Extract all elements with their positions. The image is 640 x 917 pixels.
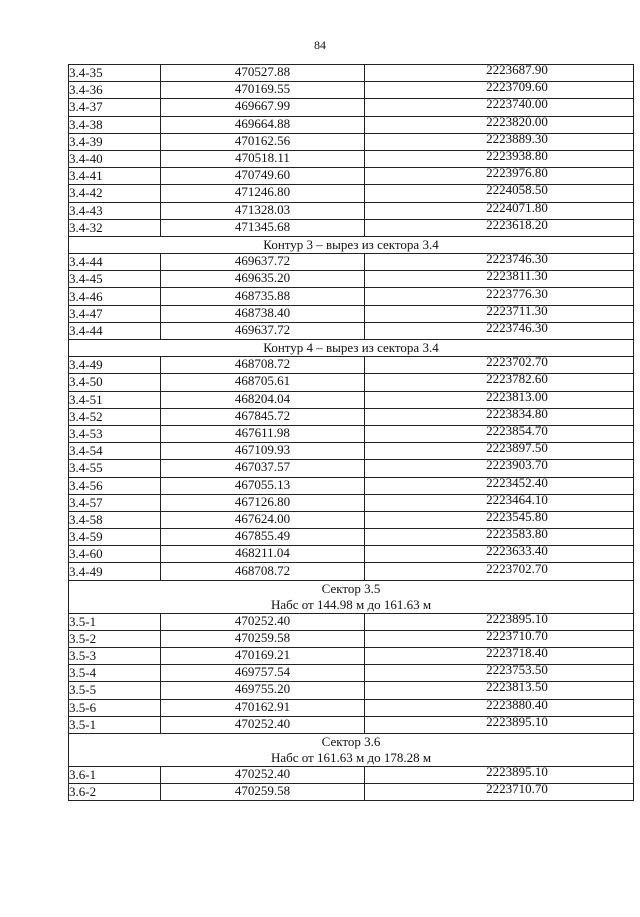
section-title: Контур 4 – вырез из сектора 3.4 bbox=[69, 340, 634, 357]
y-coordinate-value: 2223718.40 bbox=[486, 647, 548, 661]
y-coordinate-cell bbox=[365, 443, 634, 460]
y-coordinate-value: 2223903.70 bbox=[486, 459, 548, 473]
table-row bbox=[69, 716, 634, 733]
coordinates-table bbox=[68, 64, 634, 801]
x-coordinate-cell bbox=[161, 563, 365, 580]
y-coordinate-value: 2223464.10 bbox=[486, 494, 548, 507]
y-coordinate-cell bbox=[365, 168, 634, 185]
y-coordinate-cell bbox=[365, 460, 634, 477]
x-coordinate-value: 469635.20 bbox=[234, 270, 291, 286]
x-coordinate-cell bbox=[161, 271, 365, 288]
table-row bbox=[69, 494, 634, 511]
x-coordinate-value: 468708.72 bbox=[234, 356, 291, 372]
x-coordinate-cell bbox=[161, 546, 365, 563]
y-coordinate-value: 2223709.60 bbox=[486, 81, 548, 95]
point-id-cell: 3.4-46 bbox=[69, 288, 161, 305]
point-id-cell: 3.5-2 bbox=[69, 630, 161, 647]
point-id-cell: 3.4-43 bbox=[69, 202, 161, 219]
table-row bbox=[69, 322, 634, 339]
y-coordinate-value: 2223583.80 bbox=[486, 528, 548, 542]
x-coordinate-value: 467855.49 bbox=[234, 528, 291, 544]
x-coordinate-value: 469637.72 bbox=[234, 253, 291, 269]
y-coordinate-value: 2223746.30 bbox=[486, 253, 548, 267]
point-id-cell: 3.5-1 bbox=[69, 613, 161, 630]
x-coordinate-value: 468708.72 bbox=[234, 562, 291, 578]
point-id-cell: 3.4-40 bbox=[69, 150, 161, 167]
y-coordinate-value: 2223895.10 bbox=[486, 716, 548, 729]
y-coordinate-value: 2223811.30 bbox=[486, 270, 548, 284]
y-coordinate-value: 2223702.70 bbox=[486, 562, 548, 576]
x-coordinate-cell bbox=[161, 784, 365, 801]
x-coordinate-cell bbox=[161, 511, 365, 528]
point-id-cell: 3.4-53 bbox=[69, 425, 161, 442]
x-coordinate-cell bbox=[161, 613, 365, 630]
y-coordinate-value: 2223895.10 bbox=[486, 613, 548, 626]
coordinates-table-body bbox=[69, 65, 634, 801]
x-coordinate-cell bbox=[161, 322, 365, 339]
x-coordinate-cell bbox=[161, 665, 365, 682]
y-coordinate-value: 2223618.20 bbox=[486, 219, 548, 232]
point-id-cell: 3.4-55 bbox=[69, 460, 161, 477]
point-id-cell: 3.6-1 bbox=[69, 766, 161, 783]
y-coordinate-cell bbox=[365, 99, 634, 116]
x-coordinate-value: 470162.56 bbox=[234, 133, 291, 148]
y-coordinate-value: 2223710.70 bbox=[486, 630, 548, 643]
y-coordinate-cell bbox=[365, 391, 634, 408]
point-id-cell: 3.5-4 bbox=[69, 665, 161, 682]
point-id-cell: 3.4-56 bbox=[69, 477, 161, 494]
table-row bbox=[69, 185, 634, 202]
point-id-cell: 3.4-52 bbox=[69, 408, 161, 425]
y-coordinate-value: 2223702.70 bbox=[486, 356, 548, 370]
point-id-cell: 3.4-35 bbox=[69, 65, 161, 82]
y-coordinate-cell bbox=[365, 65, 634, 82]
point-id-cell: 3.4-38 bbox=[69, 116, 161, 133]
y-coordinate-cell bbox=[365, 322, 634, 339]
table-row bbox=[69, 391, 634, 408]
table-row bbox=[69, 425, 634, 442]
section-subtitle: Набс от 161.63 м до 178.28 м bbox=[69, 750, 634, 767]
point-id-cell: 3.5-5 bbox=[69, 682, 161, 699]
y-coordinate-value: 2223976.80 bbox=[486, 167, 548, 181]
point-id-cell: 3.6-2 bbox=[69, 784, 161, 801]
y-coordinate-cell bbox=[365, 665, 634, 682]
y-coordinate-value: 2223820.00 bbox=[486, 116, 548, 129]
table-row bbox=[69, 168, 634, 185]
point-id-cell: 3.4-50 bbox=[69, 374, 161, 391]
y-coordinate-value: 2223782.60 bbox=[486, 373, 548, 387]
section-heading-row bbox=[69, 236, 634, 253]
x-coordinate-value: 468738.40 bbox=[234, 305, 291, 320]
point-id-cell: 3.4-39 bbox=[69, 133, 161, 150]
point-id-cell: 3.5-3 bbox=[69, 648, 161, 665]
table-row bbox=[69, 219, 634, 236]
x-coordinate-value: 467055.13 bbox=[234, 477, 291, 492]
y-coordinate-value: 2223813.50 bbox=[486, 681, 548, 695]
x-coordinate-value: 469667.99 bbox=[234, 98, 291, 114]
table-row bbox=[69, 133, 634, 150]
x-coordinate-value: 470169.55 bbox=[234, 81, 291, 97]
table-row bbox=[69, 477, 634, 494]
y-coordinate-value: 2223834.80 bbox=[486, 408, 548, 421]
section-title: Контур 3 – вырез из сектора 3.4 bbox=[69, 236, 634, 253]
x-coordinate-value: 470252.40 bbox=[234, 716, 291, 731]
table-row bbox=[69, 563, 634, 580]
point-id-cell: 3.4-37 bbox=[69, 99, 161, 116]
x-coordinate-cell bbox=[161, 529, 365, 546]
x-coordinate-cell bbox=[161, 425, 365, 442]
x-coordinate-value: 468735.88 bbox=[234, 287, 291, 303]
x-coordinate-cell bbox=[161, 460, 365, 477]
point-id-cell: 3.4-54 bbox=[69, 443, 161, 460]
x-coordinate-value: 470252.40 bbox=[234, 613, 291, 628]
y-coordinate-cell bbox=[365, 271, 634, 288]
x-coordinate-cell bbox=[161, 168, 365, 185]
y-coordinate-cell bbox=[365, 425, 634, 442]
y-coordinate-cell bbox=[365, 116, 634, 133]
x-coordinate-cell bbox=[161, 357, 365, 374]
point-id-cell: 3.5-6 bbox=[69, 699, 161, 716]
table-row bbox=[69, 648, 634, 665]
x-coordinate-value: 471345.68 bbox=[234, 219, 291, 234]
table-row bbox=[69, 82, 634, 99]
table-row bbox=[69, 460, 634, 477]
x-coordinate-value: 470518.11 bbox=[235, 150, 290, 166]
y-coordinate-value: 2223854.70 bbox=[486, 425, 548, 439]
y-coordinate-value: 2223889.30 bbox=[486, 133, 548, 146]
y-coordinate-cell bbox=[365, 82, 634, 99]
x-coordinate-cell bbox=[161, 630, 365, 647]
point-id-cell: 3.4-44 bbox=[69, 254, 161, 271]
y-coordinate-value: 2224071.80 bbox=[486, 202, 548, 215]
section-heading-row bbox=[69, 340, 634, 357]
y-coordinate-cell bbox=[365, 305, 634, 322]
table-row bbox=[69, 682, 634, 699]
y-coordinate-cell bbox=[365, 254, 634, 271]
y-coordinate-cell bbox=[365, 766, 634, 783]
y-coordinate-cell bbox=[365, 529, 634, 546]
x-coordinate-value: 470749.60 bbox=[234, 167, 291, 183]
table-row bbox=[69, 271, 634, 288]
y-coordinate-cell bbox=[365, 133, 634, 150]
table-row bbox=[69, 408, 634, 425]
y-coordinate-cell bbox=[365, 150, 634, 167]
table-row bbox=[69, 665, 634, 682]
y-coordinate-value: 2223545.80 bbox=[486, 511, 548, 524]
x-coordinate-value: 470259.58 bbox=[234, 783, 291, 799]
x-coordinate-value: 467109.93 bbox=[234, 442, 291, 458]
table-row bbox=[69, 65, 634, 82]
x-coordinate-value: 470527.88 bbox=[234, 64, 291, 80]
y-coordinate-cell bbox=[365, 477, 634, 494]
y-coordinate-cell bbox=[365, 563, 634, 580]
y-coordinate-cell bbox=[365, 682, 634, 699]
x-coordinate-cell bbox=[161, 699, 365, 716]
table-row bbox=[69, 116, 634, 133]
y-coordinate-value: 2223753.50 bbox=[486, 664, 548, 678]
x-coordinate-value: 467624.00 bbox=[234, 511, 291, 526]
x-coordinate-cell bbox=[161, 408, 365, 425]
y-coordinate-cell bbox=[365, 219, 634, 236]
y-coordinate-value: 2223746.30 bbox=[486, 322, 548, 335]
y-coordinate-value: 2223633.40 bbox=[486, 545, 548, 559]
y-coordinate-value: 2223938.80 bbox=[486, 150, 548, 164]
y-coordinate-cell bbox=[365, 357, 634, 374]
x-coordinate-cell bbox=[161, 254, 365, 271]
x-coordinate-cell bbox=[161, 716, 365, 733]
y-coordinate-cell bbox=[365, 699, 634, 716]
x-coordinate-cell bbox=[161, 82, 365, 99]
point-id-cell: 3.4-57 bbox=[69, 494, 161, 511]
section-heading-row bbox=[69, 733, 634, 750]
x-coordinate-value: 467037.57 bbox=[234, 459, 291, 475]
x-coordinate-value: 470252.40 bbox=[234, 766, 291, 782]
point-id-cell: 3.4-42 bbox=[69, 185, 161, 202]
x-coordinate-value: 469637.72 bbox=[234, 322, 291, 337]
x-coordinate-value: 470259.58 bbox=[234, 630, 291, 645]
table-row bbox=[69, 99, 634, 116]
table-row bbox=[69, 613, 634, 630]
x-coordinate-cell bbox=[161, 133, 365, 150]
y-coordinate-value: 2223897.50 bbox=[486, 442, 548, 456]
y-coordinate-cell bbox=[365, 408, 634, 425]
y-coordinate-value: 2223740.00 bbox=[486, 98, 548, 112]
x-coordinate-cell bbox=[161, 65, 365, 82]
section-subtitle: Набс от 144.98 м до 161.63 м bbox=[69, 597, 634, 614]
y-coordinate-cell bbox=[365, 185, 634, 202]
y-coordinate-value: 2223687.90 bbox=[486, 64, 548, 78]
x-coordinate-cell bbox=[161, 202, 365, 219]
section-subtitle-row bbox=[69, 750, 634, 767]
point-id-cell: 3.4-44 bbox=[69, 322, 161, 339]
point-id-cell: 3.4-51 bbox=[69, 391, 161, 408]
x-coordinate-cell bbox=[161, 150, 365, 167]
x-coordinate-cell bbox=[161, 766, 365, 783]
x-coordinate-cell bbox=[161, 305, 365, 322]
y-coordinate-cell bbox=[365, 648, 634, 665]
x-coordinate-value: 467845.72 bbox=[234, 408, 291, 423]
table-row bbox=[69, 511, 634, 528]
y-coordinate-value: 2224058.50 bbox=[486, 184, 548, 198]
table-row bbox=[69, 699, 634, 716]
y-coordinate-cell bbox=[365, 511, 634, 528]
x-coordinate-cell bbox=[161, 116, 365, 133]
table-row bbox=[69, 443, 634, 460]
page-number: 84 bbox=[314, 38, 326, 52]
table-row bbox=[69, 784, 634, 801]
table-row bbox=[69, 766, 634, 783]
point-id-cell: 3.4-36 bbox=[69, 82, 161, 99]
point-id-cell: 3.4-49 bbox=[69, 563, 161, 580]
x-coordinate-cell bbox=[161, 219, 365, 236]
x-coordinate-cell bbox=[161, 494, 365, 511]
y-coordinate-value: 2223880.40 bbox=[486, 699, 548, 712]
x-coordinate-value: 470162.91 bbox=[234, 699, 291, 714]
table-row bbox=[69, 357, 634, 374]
y-coordinate-cell bbox=[365, 494, 634, 511]
x-coordinate-value: 471328.03 bbox=[234, 202, 291, 217]
section-subtitle-row bbox=[69, 597, 634, 614]
y-coordinate-cell bbox=[365, 630, 634, 647]
point-id-cell: 3.4-47 bbox=[69, 305, 161, 322]
y-coordinate-cell bbox=[365, 288, 634, 305]
y-coordinate-value: 2223895.10 bbox=[486, 766, 548, 780]
point-id-cell: 3.4-41 bbox=[69, 168, 161, 185]
x-coordinate-cell bbox=[161, 185, 365, 202]
x-coordinate-value: 467126.80 bbox=[234, 494, 291, 509]
point-id-cell: 3.4-45 bbox=[69, 271, 161, 288]
table-row bbox=[69, 288, 634, 305]
section-heading-row bbox=[69, 580, 634, 597]
x-coordinate-cell bbox=[161, 648, 365, 665]
point-id-cell: 3.4-49 bbox=[69, 357, 161, 374]
point-id-cell: 3.4-32 bbox=[69, 219, 161, 236]
x-coordinate-cell bbox=[161, 374, 365, 391]
table-row bbox=[69, 546, 634, 563]
x-coordinate-value: 469755.20 bbox=[234, 681, 291, 697]
x-coordinate-cell bbox=[161, 682, 365, 699]
table-row bbox=[69, 150, 634, 167]
y-coordinate-cell bbox=[365, 202, 634, 219]
x-coordinate-cell bbox=[161, 99, 365, 116]
y-coordinate-value: 2223452.40 bbox=[486, 477, 548, 490]
point-id-cell: 3.5-1 bbox=[69, 716, 161, 733]
table-row bbox=[69, 202, 634, 219]
x-coordinate-value: 470169.21 bbox=[234, 647, 291, 663]
y-coordinate-cell bbox=[365, 546, 634, 563]
x-coordinate-value: 471246.80 bbox=[234, 184, 291, 200]
section-title: Сектор 3.6 bbox=[69, 733, 634, 750]
table-row bbox=[69, 305, 634, 322]
x-coordinate-cell bbox=[161, 288, 365, 305]
table-row bbox=[69, 529, 634, 546]
y-coordinate-cell bbox=[365, 716, 634, 733]
x-coordinate-value: 467611.98 bbox=[235, 425, 290, 441]
x-coordinate-cell bbox=[161, 391, 365, 408]
x-coordinate-cell bbox=[161, 443, 365, 460]
point-id-cell: 3.4-60 bbox=[69, 546, 161, 563]
section-title: Сектор 3.5 bbox=[69, 580, 634, 597]
y-coordinate-value: 2223710.70 bbox=[486, 783, 548, 797]
y-coordinate-value: 2223711.30 bbox=[486, 305, 548, 318]
x-coordinate-value: 468211.04 bbox=[235, 545, 290, 561]
x-coordinate-value: 469757.54 bbox=[234, 664, 291, 680]
y-coordinate-cell bbox=[365, 784, 634, 801]
point-id-cell: 3.4-58 bbox=[69, 511, 161, 528]
table-row bbox=[69, 254, 634, 271]
table-row bbox=[69, 630, 634, 647]
y-coordinate-cell bbox=[365, 374, 634, 391]
y-coordinate-value: 2223776.30 bbox=[486, 287, 548, 301]
table-row bbox=[69, 374, 634, 391]
point-id-cell: 3.4-59 bbox=[69, 529, 161, 546]
y-coordinate-value: 2223813.00 bbox=[486, 391, 548, 404]
x-coordinate-cell bbox=[161, 477, 365, 494]
x-coordinate-value: 469664.88 bbox=[234, 116, 291, 131]
x-coordinate-value: 468204.04 bbox=[234, 391, 291, 406]
y-coordinate-cell bbox=[365, 613, 634, 630]
x-coordinate-value: 468705.61 bbox=[234, 373, 291, 389]
